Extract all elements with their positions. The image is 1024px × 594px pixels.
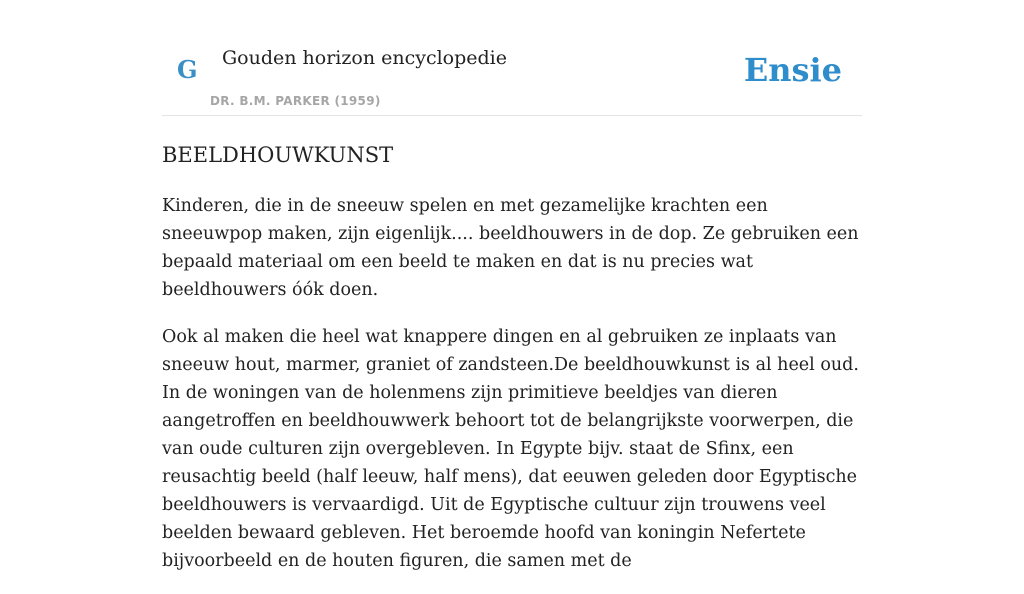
book-header <box>162 0 862 116</box>
entry-paragraph: Kinderen, die in de sneeuw spelen en met gezamelijke krachten een sneeuwpop maken, zijn eigenlijk.... beeldhouwers in de dop. Ze gebruiken een bepaald materiaal om een beeld te maken en dat is nu precies wat beeldhouwers óók doen. <box>162 196 859 300</box>
entry-paragraph: Ook al maken die heel wat knappere dingen en al gebruiken ze inplaats van sneeuw hout, marmer, graniet of zandsteen.De beeldhouwkunst is al heel oud. In de woningen van de holenmens zijn primitieve beeldjes van dieren aangetroffen en beeldhouwwerk behoort tot de belangrijkste voorwerpen, die van oude culturen zijn overgebleven. In Egypte bijv. staat de Sfinx, een reusachtig beeld (half leeuw, half mens), dat eeuwen geleden door Egyptische beeldhouwers is vervaardigd. Uit de Egyptische cultuur zijn trouwens veel beelden bewaard gebleven. Het beroemde hoofd van koningin Nefertete bijvoorbeeld en de houten figuren, die samen met de <box>162 327 859 571</box>
book-title[interactable]: Gouden horizon encyclopedie <box>222 47 507 69</box>
ensie-logo-link[interactable]: Ensie <box>743 51 842 89</box>
article-page <box>162 0 862 571</box>
book-logo-icon[interactable]: G <box>177 55 198 84</box>
book-author: DR. B.M. PARKER (1959) <box>210 94 381 108</box>
entry-title: BEELDHOUWKUNST <box>162 143 394 167</box>
entry-content <box>162 192 862 594</box>
